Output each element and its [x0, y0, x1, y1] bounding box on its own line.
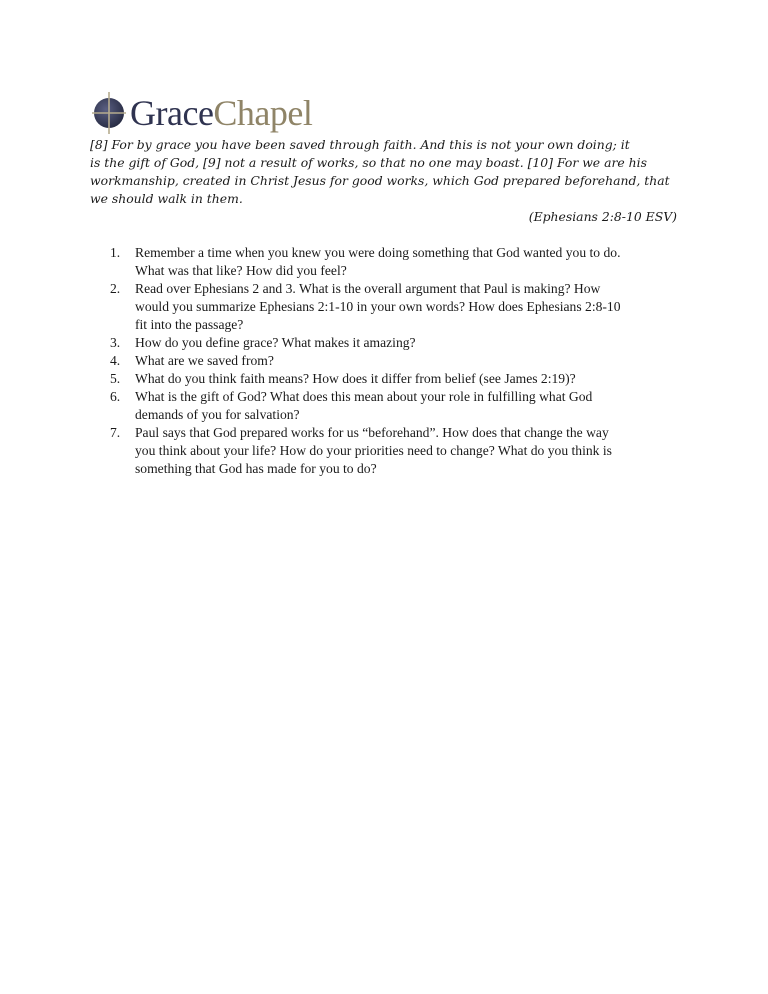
question-number: 5. [110, 371, 121, 386]
question-text-line: you think about your life? How do your priorities need to change? What do you think is [135, 443, 612, 458]
logo-word-grace: Grace [130, 93, 214, 133]
scripture-line: is the gift of God, [9] not a result of works, so that no one may boast. [10] For we are his [90, 155, 647, 170]
discussion-questions-list [104, 244, 684, 478]
question-item [104, 334, 684, 352]
question-text-line: Paul says that God prepared works for us “beforehand”. How does that change the way [135, 425, 609, 440]
scripture-line: workmanship, created in Christ Jesus for good works, which God prepared beforehand, that [90, 173, 670, 188]
question-text-line: What are we saved from? [135, 353, 274, 368]
question-text-line: Read over Ephesians 2 and 3. What is the overall argument that Paul is making? How [135, 281, 601, 296]
scripture-passage [90, 136, 680, 208]
scripture-reference: (Ephesians 2:8-10 ESV) [528, 209, 677, 224]
question-text-line: What do you think faith means? How does it differ from belief (see James 2:19)? [135, 371, 576, 386]
question-text-line: demands of you for salvation? [135, 407, 300, 422]
logo-wordmark [130, 93, 312, 133]
question-text-line: Remember a time when you knew you were doing something that God wanted you to do. [135, 245, 621, 260]
scripture-line: we should walk in them. [90, 191, 243, 206]
question-text-line: What is the gift of God? What does this mean about your role in fulfilling what God [135, 389, 593, 404]
question-number: 4. [110, 353, 121, 368]
grace-chapel-logo [92, 90, 312, 136]
question-item [104, 370, 684, 388]
scripture-line: [8] For by grace you have been saved through faith. And this is not your own doing; it [90, 137, 630, 152]
question-text-line: fit into the passage? [135, 317, 244, 332]
question-number: 6. [110, 389, 121, 404]
question-item [104, 352, 684, 370]
question-text-line: would you summarize Ephesians 2:1-10 in your own words? How does Ephesians 2:8-10 [135, 299, 621, 314]
question-item [104, 388, 684, 424]
question-item [104, 280, 684, 334]
question-text-line: How do you define grace? What makes it amazing? [135, 335, 416, 350]
question-item [104, 244, 684, 280]
question-item [104, 424, 684, 478]
circle-cross-icon [92, 91, 126, 135]
question-number: 7. [110, 425, 121, 440]
question-text-line: something that God has made for you to do? [135, 461, 377, 476]
question-number: 2. [110, 281, 121, 296]
question-number: 3. [110, 335, 121, 350]
logo-word-chapel: Chapel [213, 93, 313, 133]
question-number: 1. [110, 245, 121, 260]
question-text-line: What was that like? How did you feel? [135, 263, 347, 278]
